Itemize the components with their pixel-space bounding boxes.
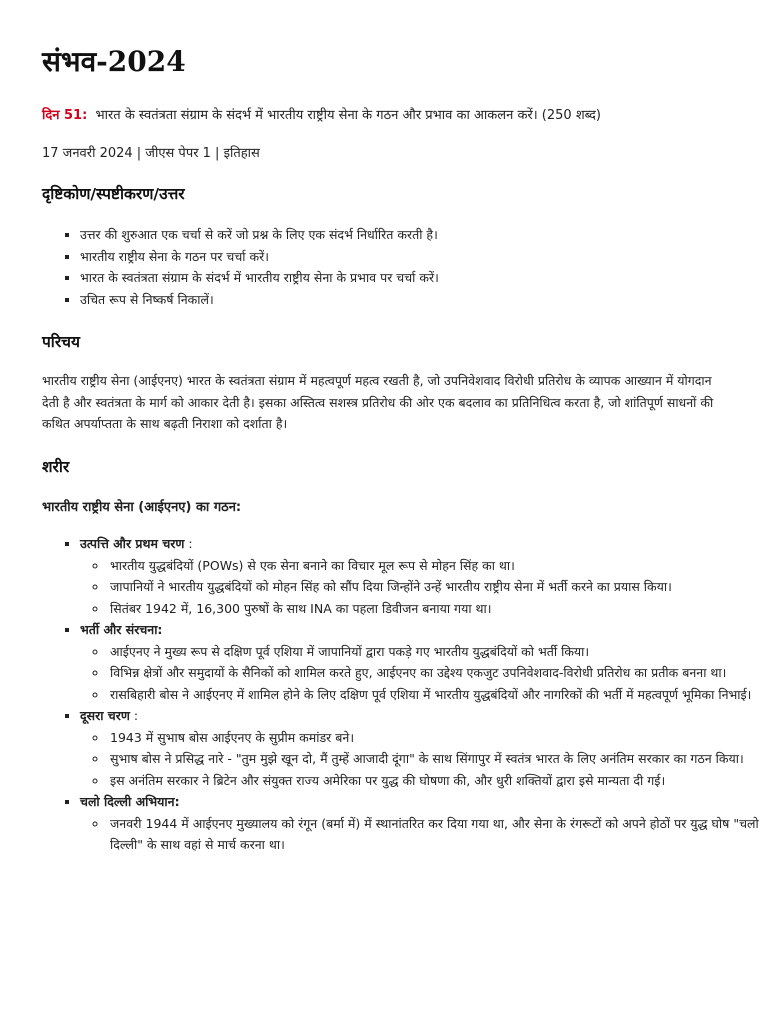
list-item: ◦ जापानियों ने भारतीय युद्धबंदियों को मोहन सिंह को सौंप दिया जिन्होंने उन्हें भारतीय राष्ट्रीय सेना में भर्ती करने का प्रयास किया।	[108, 576, 768, 598]
list-item: ▪ भारतीय राष्ट्रीय सेना के गठन पर चर्चा करें।	[80, 246, 439, 268]
list-item: ◦ रासबिहारी बोस ने आईएनए में शामिल होने के लिए दक्षिण पूर्व एशिया में भारतीय युद्धबंदियों और नागरिकों की भर्ती में महत्वपूर्ण भूमिका निभाई।	[108, 684, 768, 706]
approach-heading: दृष्टिकोण/स्पष्टीकरण/उत्तर	[42, 185, 185, 203]
page-title: संभव-2024	[42, 45, 186, 78]
list-item: ◦ सितंबर 1942 में, 16,300 पुरुषों के साथ INA का पहला डिवीजन बनाया गया था।	[108, 598, 768, 620]
list-item: ▪ भारत के स्वतंत्रता संग्राम के संदर्भ में भारतीय राष्ट्रीय सेना के प्रभाव पर चर्चा करें।	[80, 267, 439, 289]
stage-points	[80, 555, 768, 620]
stage-item	[80, 705, 768, 791]
stage-item	[80, 533, 768, 619]
body-heading: शरीर	[42, 458, 70, 476]
stage-suffix: :	[129, 708, 139, 723]
approach-list	[42, 224, 439, 310]
stage-label: उत्पत्ति और प्रथम चरण	[80, 536, 185, 551]
stage-points	[80, 813, 768, 856]
intro-paragraph: भारतीय राष्ट्रीय सेना (आईएनए) भारत के स्वतंत्रता संग्राम में महत्वपूर्ण महत्व रखती है, जो उपनिवेशवाद विरोधी प्रतिरोध के व्यापक आख्यान में योगदान देती है और स्वतंत्रता के मार्ग को आकार देती है। इसका अस्तित्व सशस्त्र प्रतिरोध की ओर एक बदलाव का प्रतिनिधित्व करता है, जो शांतिपूर्ण साधनों की कथित अपर्याप्तता के साथ बढ़ती निराशा को दर्शाता है।	[42, 373, 714, 431]
stage-points	[80, 727, 768, 792]
meta-line: 17 जनवरी 2024 | जीएस पेपर 1 | इतिहास	[42, 146, 260, 161]
list-item: ◦ 1943 में सुभाष बोस आईएनए के सुप्रीम कमांडर बने।	[108, 727, 768, 749]
list-item: ◦ सुभाष बोस ने प्रसिद्ध नारे - "तुम मुझे खून दो, मैं तुम्हें आजादी दूंगा" के साथ सिंगापुर में स्वतंत्र भारत के लिए अनंतिम सरकार का गठन किया।	[108, 748, 768, 770]
list-item: ◦ इस अनंतिम सरकार ने ब्रिटेन और संयुक्त राज्य अमेरिका पर युद्ध की घोषणा की, और धुरी शक्तियों द्वारा इसे मान्यता दी गई।	[108, 770, 768, 792]
intro-heading: परिचय	[42, 333, 80, 351]
question-text: भारत के स्वतंत्रता संग्राम के संदर्भ में भारतीय राष्ट्रीय सेना के गठन और प्रभाव का आकलन करें। (250 शब्द)	[95, 108, 601, 123]
list-item: ◦ भारतीय युद्धबंदियों (POWs) से एक सेना बनाने का विचार मूल रूप से मोहन सिंह का था।	[108, 555, 768, 577]
question	[42, 106, 732, 126]
list-item: ◦ विभिन्न क्षेत्रों और समुदायों के सैनिकों को शामिल करते हुए, आईएनए का उद्देश्य एकजुट उपनिवेशवाद-विरोधी प्रतिरोध का प्रतीक बनना था।	[108, 662, 768, 684]
day-label: दिन 51:	[42, 108, 88, 123]
stages-list	[42, 533, 768, 856]
stage-suffix: :	[184, 536, 193, 551]
stage-label: चलो दिल्ली अभियान:	[80, 794, 180, 809]
list-item: ▪ उत्तर की शुरुआत एक चर्चा से करें जो प्रश्न के लिए एक संदर्भ निर्धारित करती है।	[80, 224, 439, 246]
stage-item	[80, 791, 768, 856]
list-item: ◦ जनवरी 1944 में आईएनए मुख्यालय को रंगून (बर्मा में) में स्थानांतरित कर दिया गया था, और सेना के रंगरूटों को अपने होठों पर युद्ध घोष "चलो दिल्ली" के साथ वहां से मार्च करना था।	[108, 813, 768, 856]
stage-label: भर्ती और संरचना:	[80, 622, 163, 637]
formation-subheading: भारतीय राष्ट्रीय सेना (आईएनए) का गठन:	[42, 500, 242, 515]
list-item: ▪ उचित रूप से निष्कर्ष निकालें।	[80, 289, 439, 311]
stage-item	[80, 619, 768, 705]
stage-label: दूसरा चरण	[80, 708, 130, 723]
stage-points	[80, 641, 768, 706]
list-item: ◦ आईएनए ने मुख्य रूप से दक्षिण पूर्व एशिया में जापानियों द्वारा पकड़े गए भारतीय युद्धबंदियों को भर्ती किया।	[108, 641, 768, 663]
